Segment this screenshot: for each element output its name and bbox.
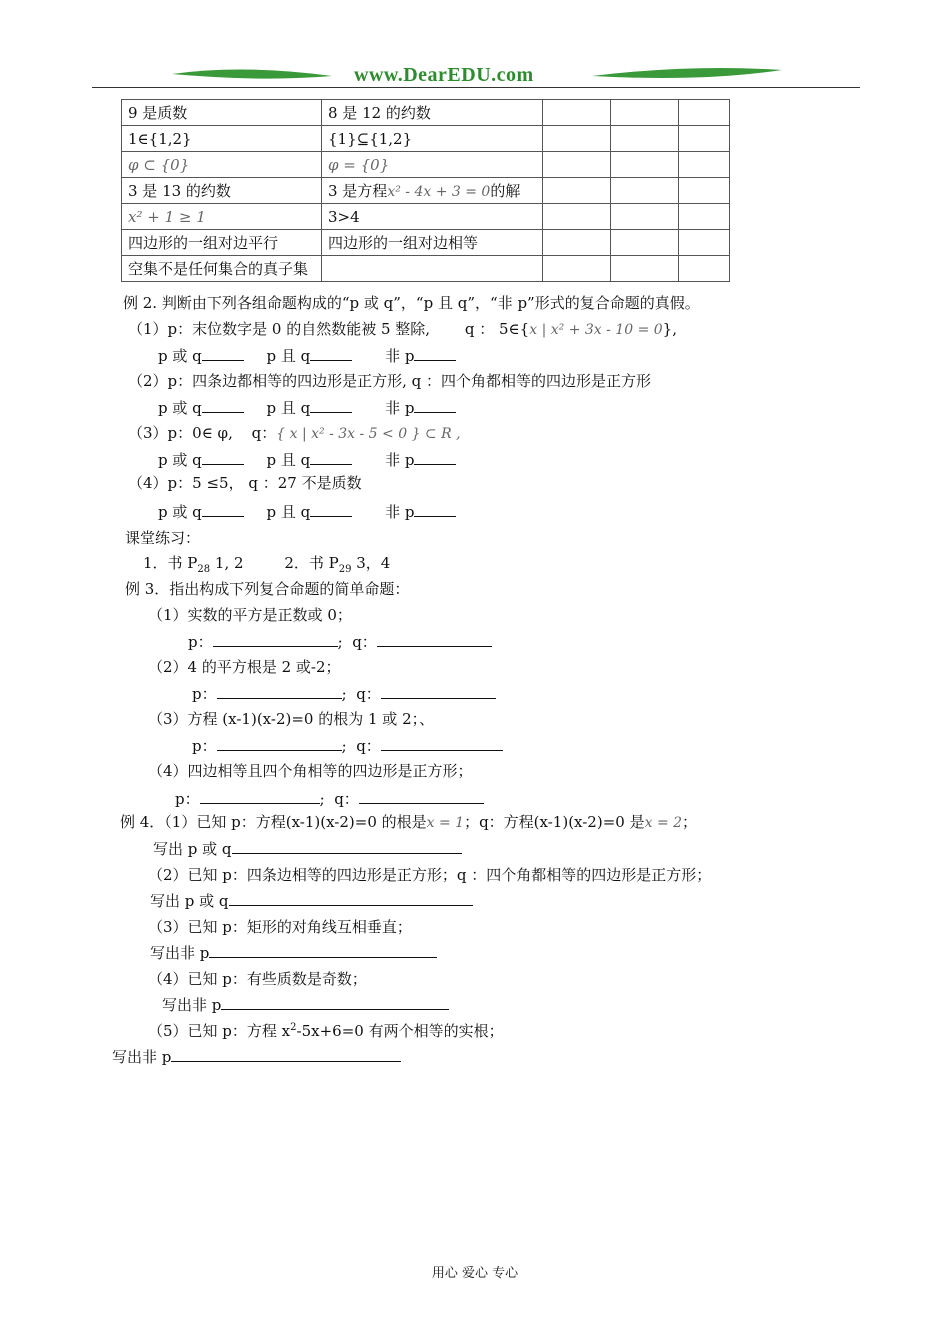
write-label: 写出非 p bbox=[162, 996, 222, 1014]
table-cell: 3>4 bbox=[322, 204, 543, 230]
table-cell bbox=[611, 204, 679, 230]
not-label: 非 p bbox=[385, 399, 415, 417]
or-label: p 或 q bbox=[158, 347, 202, 365]
q-label: q： bbox=[352, 633, 377, 651]
write-label: 写出 p 或 q bbox=[153, 840, 232, 858]
write-answer-row bbox=[153, 838, 462, 859]
answer-blank[interactable] bbox=[414, 502, 456, 517]
example-4-item-4: （4）已知 p：有些质数是奇数； bbox=[148, 970, 367, 988]
table-cell bbox=[611, 126, 679, 152]
table-row bbox=[122, 152, 730, 178]
answer-blank[interactable] bbox=[381, 736, 503, 751]
example-3-item-4: （4）四边相等且四个角相等的四边形是正方形； bbox=[148, 762, 473, 780]
answer-blank[interactable] bbox=[359, 789, 484, 804]
item-text: （3）p：0∈ φ, bbox=[128, 424, 233, 442]
answer-blank[interactable] bbox=[213, 632, 338, 647]
answer-row bbox=[158, 345, 456, 366]
example-3-item-2: （2）4 的平方根是 2 或-2； bbox=[148, 658, 341, 676]
proposition-table bbox=[121, 99, 730, 282]
table-cell: 四边形的一组对边相等 bbox=[322, 230, 543, 256]
example-2-item-2: （2）p：四条边都相等的四边形是正方形, q ：四个角都相等的四边形是正方形 bbox=[128, 372, 652, 390]
not-label: 非 p bbox=[385, 347, 415, 365]
table-cell: φ = {0} bbox=[322, 152, 543, 178]
table-row bbox=[122, 204, 730, 230]
pq-answer-row: p： ; q： bbox=[192, 683, 496, 704]
table-cell bbox=[611, 178, 679, 204]
write-label: 写出非 p bbox=[112, 1048, 172, 1066]
write-answer-row bbox=[150, 890, 473, 911]
table-cell bbox=[611, 230, 679, 256]
example-2-title: 例 2. 判断由下列各组命题构成的“p 或 q”，“p 且 q”，“非 p”形式的复合命题的真假。 bbox=[123, 294, 700, 312]
example-3-item-3: （3）方程 (x-1)(x-2)=0 的根为 1 或 2；、 bbox=[148, 710, 435, 728]
page-subscript: 28 bbox=[197, 564, 211, 575]
answer-blank[interactable] bbox=[310, 450, 352, 465]
page-footer: 用心 爱心 专心 bbox=[431, 1266, 519, 1281]
example-4-item-3: （3）已知 p：矩形的对角线互相垂直； bbox=[148, 918, 412, 936]
answer-blank[interactable] bbox=[202, 502, 244, 517]
table-cell bbox=[543, 152, 611, 178]
answer-blank[interactable] bbox=[171, 1047, 401, 1062]
table-cell bbox=[611, 152, 679, 178]
answer-blank[interactable] bbox=[229, 891, 473, 906]
table-cell bbox=[611, 100, 679, 126]
answer-blank[interactable] bbox=[217, 736, 342, 751]
pq-answer-row: p： ; q： bbox=[188, 631, 492, 652]
q-label: q ： bbox=[464, 320, 495, 338]
table-cell: 四边形的一组对边平行 bbox=[122, 230, 322, 256]
write-label: 写出 p 或 q bbox=[150, 892, 229, 910]
example-2-item-4: （4）p：5 ≤5， q ：27 不是质数 bbox=[128, 474, 362, 492]
p-label: p： bbox=[192, 737, 217, 755]
table-row bbox=[122, 230, 730, 256]
example-4-item-2: （2）已知 p：四条边相等的四边形是正方形；q ：四个角都相等的四边形是正方形； bbox=[148, 866, 712, 884]
table-cell bbox=[543, 100, 611, 126]
set-open: 5∈{ bbox=[499, 320, 530, 338]
table-cell: φ ⊂ {0} bbox=[122, 152, 322, 178]
write-label: 写出非 p bbox=[150, 944, 210, 962]
answer-blank[interactable] bbox=[310, 346, 352, 361]
answer-row bbox=[158, 449, 456, 470]
answer-blank[interactable] bbox=[310, 502, 352, 517]
or-label: p 或 q bbox=[158, 399, 202, 417]
table-cell bbox=[322, 256, 543, 282]
practice-line bbox=[143, 552, 390, 575]
practice-item bbox=[284, 554, 391, 575]
answer-blank[interactable] bbox=[414, 398, 456, 413]
answer-blank[interactable] bbox=[202, 346, 244, 361]
table-cell: 9 是质数 bbox=[122, 100, 322, 126]
q-label: q： bbox=[356, 737, 381, 755]
write-answer-row bbox=[150, 942, 437, 963]
answer-blank[interactable] bbox=[414, 346, 456, 361]
example-4-item-1 bbox=[120, 811, 697, 832]
table-cell bbox=[543, 204, 611, 230]
page-header bbox=[92, 60, 860, 90]
item-text: （5）已知 p：方程 x bbox=[148, 1022, 291, 1040]
table-cell: {1}⊆{1,2} bbox=[322, 126, 543, 152]
item-text: -5x+6=0 有两个相等的实根； bbox=[296, 1022, 504, 1040]
and-label: p 且 q bbox=[266, 347, 311, 365]
example-3-title: 例 3．指出构成下列复合命题的简单命题： bbox=[125, 580, 410, 598]
table-cell bbox=[543, 230, 611, 256]
example-2-item-1 bbox=[128, 318, 677, 339]
table-cell bbox=[679, 100, 730, 126]
table-cell: x² + 1 ≥ 1 bbox=[122, 204, 322, 230]
item-text: （1）p：末位数字是 0 的自然数能被 5 整除, bbox=[128, 320, 431, 338]
practice-text: 2．书 P bbox=[284, 554, 339, 572]
header-rule bbox=[92, 87, 860, 88]
example-2-item-3 bbox=[128, 422, 461, 443]
table-cell bbox=[543, 256, 611, 282]
answer-blank[interactable] bbox=[381, 684, 496, 699]
p-label: p： bbox=[175, 790, 200, 808]
equation: x = 2 bbox=[644, 815, 683, 831]
answer-blank[interactable] bbox=[232, 839, 462, 854]
pq-answer-row: p： ; q： bbox=[192, 735, 503, 756]
example-3-item-1: （1）实数的平方是正数或 0； bbox=[148, 606, 352, 624]
table-cell bbox=[679, 178, 730, 204]
answer-row bbox=[158, 397, 456, 418]
table-row bbox=[122, 256, 730, 282]
set-close: }, bbox=[662, 320, 677, 338]
equation: x² - 4x + 3 = 0 bbox=[387, 184, 491, 200]
q-label: q： bbox=[251, 424, 277, 442]
answer-blank[interactable] bbox=[414, 450, 456, 465]
pq-answer-row: p： ; q： bbox=[175, 788, 484, 809]
table-cell bbox=[679, 204, 730, 230]
p-label: p： bbox=[192, 685, 217, 703]
and-label: p 且 q bbox=[266, 451, 311, 469]
practice-item bbox=[143, 554, 244, 575]
q-label: q： bbox=[334, 790, 359, 808]
cell-text: 的解 bbox=[490, 182, 521, 200]
equation: x = 1 bbox=[426, 815, 465, 831]
practice-text: 1．书 P bbox=[143, 554, 198, 572]
and-label: p 且 q bbox=[266, 399, 311, 417]
answer-blank[interactable] bbox=[202, 398, 244, 413]
item-text: ； bbox=[682, 813, 698, 831]
table-cell: 1∈{1,2} bbox=[122, 126, 322, 152]
table-cell bbox=[611, 256, 679, 282]
table-cell: 3 是 13 的约数 bbox=[122, 178, 322, 204]
answer-blank[interactable] bbox=[217, 684, 342, 699]
answer-blank[interactable] bbox=[202, 450, 244, 465]
exponent: 2 bbox=[290, 1022, 297, 1033]
table-cell bbox=[679, 152, 730, 178]
table-cell bbox=[679, 256, 730, 282]
practice-text: 3，4 bbox=[351, 554, 391, 572]
set-expression: x | x² + 3x - 10 = 0 bbox=[529, 322, 663, 338]
table-cell bbox=[322, 178, 543, 204]
table-cell bbox=[543, 178, 611, 204]
practice-text: 1, 2 bbox=[210, 554, 244, 572]
table-cell bbox=[679, 126, 730, 152]
p-label: p： bbox=[188, 633, 213, 651]
site-logo[interactable]: www.DearEDU.com bbox=[354, 64, 534, 86]
table-row bbox=[122, 100, 730, 126]
page-subscript: 29 bbox=[338, 564, 352, 575]
answer-blank[interactable] bbox=[310, 398, 352, 413]
table-cell bbox=[543, 126, 611, 152]
not-label: 非 p bbox=[385, 451, 415, 469]
or-label: p 或 q bbox=[158, 451, 202, 469]
cell-text: 3 是方程 bbox=[328, 182, 388, 200]
write-answer-row bbox=[112, 1046, 401, 1067]
table-cell: 8 是 12 的约数 bbox=[322, 100, 543, 126]
and-label: p 且 q bbox=[266, 503, 311, 521]
answer-blank[interactable] bbox=[377, 632, 492, 647]
table-cell: 空集不是任何集合的真子集 bbox=[122, 256, 322, 282]
answer-blank[interactable] bbox=[221, 995, 449, 1010]
answer-row bbox=[158, 501, 456, 522]
or-label: p 或 q bbox=[158, 503, 202, 521]
table-row bbox=[122, 126, 730, 152]
not-label: 非 p bbox=[385, 503, 415, 521]
item-text: ；q：方程(x-1)(x-2)=0 是 bbox=[464, 813, 645, 831]
answer-blank[interactable] bbox=[200, 789, 320, 804]
set-expression: { x | x² - 3x - 5 < 0 } ⊂ R , bbox=[276, 426, 461, 442]
answer-blank[interactable] bbox=[209, 943, 437, 958]
table-cell bbox=[679, 230, 730, 256]
q-label: q： bbox=[356, 685, 381, 703]
write-answer-row bbox=[162, 994, 449, 1015]
item-text: 例 4．（1）已知 p：方程(x-1)(x-2)=0 的根是 bbox=[120, 813, 427, 831]
table-row bbox=[122, 178, 730, 204]
practice-title: 课堂练习： bbox=[125, 529, 201, 547]
example-4-item-5 bbox=[148, 1020, 504, 1041]
